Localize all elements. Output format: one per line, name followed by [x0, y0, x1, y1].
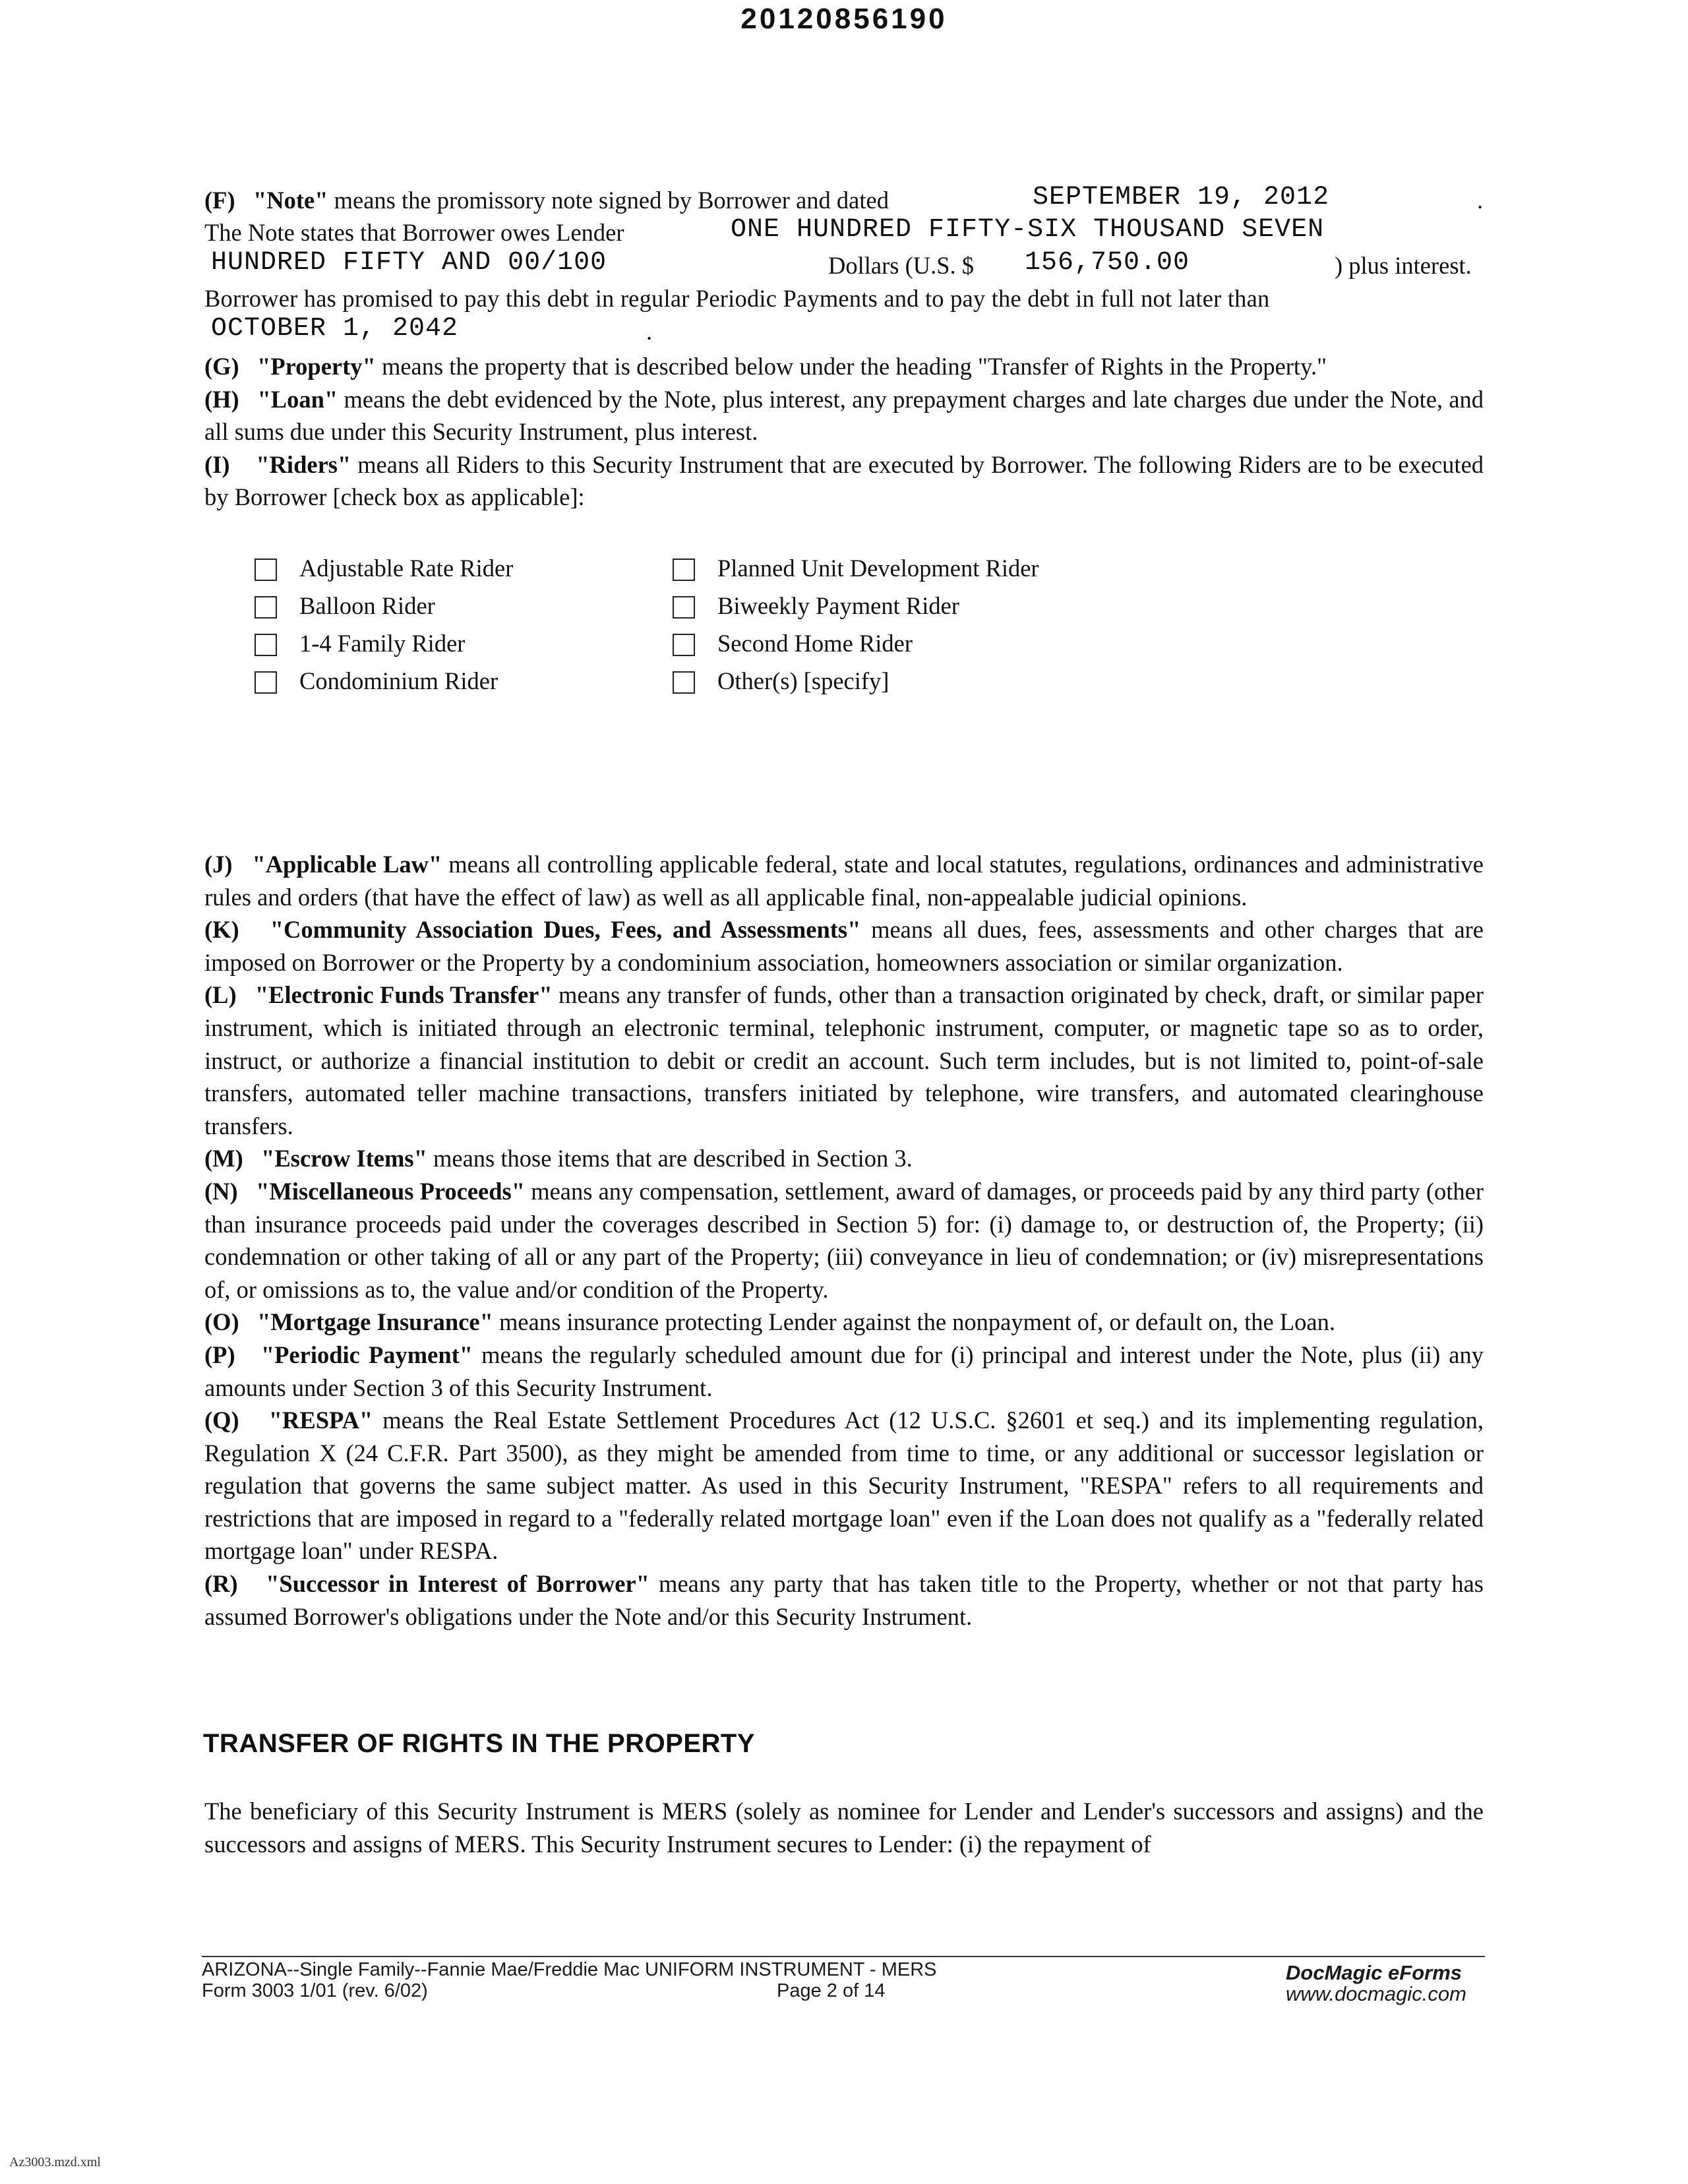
definition-f-text-2: The Note states that Borrower owes Lender [204, 219, 624, 246]
definition-k [204, 913, 1484, 979]
transfer-paragraph [204, 1795, 1484, 1860]
definition-l-term: "Electronic Funds Transfer" [255, 981, 553, 1009]
definition-n [204, 1175, 1484, 1306]
rider-label: Biweekly Payment Rider [717, 592, 959, 619]
definition-h-term: "Loan" [257, 385, 338, 413]
rider-label: Balloon Rider [299, 592, 435, 619]
definition-l-label: (L) [204, 981, 237, 1009]
rider-label: Adjustable Rate Rider [299, 555, 514, 582]
definition-q-label: (Q) [204, 1407, 239, 1434]
definition-f-term: "Note" [253, 187, 328, 214]
rider-adjustable-rate[interactable] [255, 554, 513, 588]
definition-r [204, 1567, 1484, 1633]
rider-biweekly-payment[interactable] [673, 592, 959, 626]
definition-q-term: "RESPA" [268, 1407, 373, 1434]
footer-divider [202, 1956, 1485, 1957]
definition-g-text: means the property that is described below under the heading "Transfer of Rights in the Property." [381, 353, 1327, 380]
definition-j [204, 848, 1484, 913]
definitions-g-i [204, 350, 1484, 514]
rider-checkbox[interactable] [673, 559, 695, 581]
definitions-j-r [204, 848, 1484, 1633]
definition-o [204, 1306, 1484, 1339]
definition-h [204, 383, 1484, 448]
definition-n-text: means any compensation, settlement, award of damages, or proceeds paid by any third party (other than insurance proceeds paid under the coverages described in Section 5) for: (i) damage to, or destruction of, the Property; (ii) condemnation or other taking of all or any part of the Property; (iii) conveyance in lieu of condemnation; or (iv) misrepresentations of, or omissions as to, the value and/or condition of the Property. [204, 1177, 1484, 1303]
rider-balloon[interactable] [255, 592, 435, 626]
definition-p [204, 1339, 1484, 1404]
dollars-label: Dollars (U.S. $ [828, 252, 975, 279]
definition-p-label: (P) [204, 1341, 235, 1368]
definition-l [204, 979, 1484, 1142]
footer-page-number: Page 2 of 14 [777, 1980, 886, 2001]
note-date-period: . [1477, 187, 1484, 214]
loan-amount: 156,750.00 [1025, 248, 1190, 278]
section-heading-transfer-of-rights: TRANSFER OF RIGHTS IN THE PROPERTY [203, 1729, 756, 1758]
footer-form-title: ARIZONA--Single Family--Fannie Mae/Freddie Mac UNIFORM INSTRUMENT - MERS [202, 1959, 937, 1980]
rider-label: Condominium Rider [299, 667, 498, 694]
rider-checkbox[interactable] [255, 671, 277, 694]
definition-j-label: (J) [204, 851, 233, 878]
rider-1-4-family[interactable] [255, 629, 465, 663]
amount-words-line-1: ONE HUNDRED FIFTY-SIX THOUSAND SEVEN [731, 215, 1325, 245]
definition-n-term: "Miscellaneous Proceeds" [256, 1177, 526, 1205]
definition-i-term: "Riders" [256, 450, 351, 478]
definition-n-label: (N) [204, 1177, 238, 1205]
rider-label: Planned Unit Development Rider [717, 555, 1039, 582]
definition-g-term: "Property" [257, 353, 376, 380]
transfer-text: The beneficiary of this Security Instrument is MERS (solely as nominee for Lender and Lender's successors and assigns) and the successors and assigns of MERS. This Security Instrument secures to Lender: (i) the repayment of [204, 1798, 1484, 1858]
form-id: Az3003.mzd.xml [9, 2155, 101, 2169]
definition-o-term: "Mortgage Insurance" [257, 1308, 493, 1336]
rider-checkbox[interactable] [255, 634, 277, 656]
amount-words-line-2: HUNDRED FIFTY AND 00/100 [211, 248, 607, 278]
rider-other[interactable] [673, 667, 889, 701]
definition-i-text: means all Riders to this Security Instrument that are executed by Borrower. The following Riders are to be executed by Borrower [check box as applicable]: [204, 450, 1484, 511]
rider-label: Other(s) [specify] [717, 667, 889, 694]
definition-g [204, 350, 1484, 383]
rider-checkbox[interactable] [673, 634, 695, 656]
docmagic-url: www.docmagic.com [1286, 1982, 1466, 2005]
rider-planned-unit-development[interactable] [673, 554, 1039, 588]
definition-f-text-1: means the promissory note signed by Borrower and dated [334, 187, 889, 214]
rider-second-home[interactable] [673, 629, 913, 663]
definition-r-text: means any party that has taken title to the Property, whether or not that party has assumed Borrower's obligations under the Note and/or this Security Instrument. [204, 1570, 1484, 1630]
definition-o-text: means insurance protecting Lender against the nonpayment of, or default on, the Loan. [499, 1308, 1335, 1336]
recording-number: 20120856190 [740, 3, 948, 35]
definition-i [204, 448, 1484, 514]
definition-m [204, 1142, 1484, 1175]
definition-r-term: "Successor in Interest of Borrower" [266, 1570, 649, 1598]
maturity-date: OCTOBER 1, 2042 [211, 314, 459, 344]
definition-r-label: (R) [204, 1570, 238, 1598]
rider-checkbox[interactable] [673, 671, 695, 694]
definition-p-text: means the regularly scheduled amount due for (i) principal and interest under the Note, plus (ii) any amounts under Section 3 of this Security Instrument. [204, 1341, 1484, 1401]
definition-m-label: (M) [204, 1145, 243, 1172]
definition-q-text: means the Real Estate Settlement Procedures Act (12 U.S.C. §2601 et seq.) and its implementing regulation, Regulation X (24 C.F.R. Part 3500), as they might be amended from time to time, or any additional or successor legislation or regulation that governs the same subject matter. As used in this Security Instrument, "RESPA" refers to all requirements and restrictions that are imposed in regard to a "federally related mortgage loan" even if the Loan does not qualify as a "federally related mortgage loan" under RESPA. [204, 1407, 1484, 1565]
rider-checkbox[interactable] [673, 596, 695, 619]
definition-j-term: "Applicable Law" [252, 851, 442, 878]
definition-f-label: (F) [204, 187, 235, 214]
definition-h-label: (H) [204, 385, 239, 413]
rider-checkbox[interactable] [255, 559, 277, 581]
definition-k-term: "Community Association Dues, Fees, and Assessments" [270, 916, 861, 944]
definition-q [204, 1404, 1484, 1567]
plus-interest: ) plus interest. [1335, 252, 1472, 279]
definition-g-label: (G) [204, 353, 239, 380]
rider-checkbox[interactable] [255, 596, 277, 619]
rider-condominium[interactable] [255, 667, 498, 701]
definition-m-text: means those items that are described in Section 3. [433, 1145, 913, 1172]
definition-h-text: means the debt evidenced by the Note, plus interest, any prepayment charges and late charges due under the Note, and all sums due under this Security Instrument, plus interest. [204, 385, 1484, 446]
definition-f-text-3: Borrower has promised to pay this debt in regular Periodic Payments and to pay the debt in full not later than [204, 285, 1270, 312]
definition-l-text: means any transfer of funds, other than a transaction originated by check, draft, or similar paper instrument, which is initiated through an electronic terminal, telephonic instrument, computer, or magnetic tape so as to order, instruct, or authorize a financial institution to debit or credit an account. Such term includes, but is not limited to, point-of-sale transfers, automated teller machine transactions, transfers initiated by telephone, wire transfers, and automated clearinghouse transfers. [204, 981, 1484, 1139]
definition-m-term: "Escrow Items" [261, 1145, 427, 1172]
maturity-date-period: . [646, 318, 653, 345]
note-date: SEPTEMBER 19, 2012 [1033, 183, 1330, 212]
footer-form-number: Form 3003 1/01 (rev. 6/02) [202, 1980, 428, 2001]
riders-checklist [255, 554, 1178, 706]
definition-i-label: (I) [204, 450, 230, 478]
docmagic-logo: DocMagic eForms [1286, 1961, 1462, 1984]
definition-p-term: "Periodic Payment" [260, 1341, 473, 1368]
definition-k-text: means all dues, fees, assessments and other charges that are imposed on Borrower or the Property by a condominium association, homeowners association or similar organization. [204, 916, 1484, 976]
rider-label: 1-4 Family Rider [299, 630, 466, 657]
definition-o-label: (O) [204, 1308, 239, 1336]
rider-label: Second Home Rider [717, 630, 913, 657]
definition-j-text: means all controlling applicable federal, state and local statutes, regulations, ordinances and administrative rules and orders (that have the effect of law) as well as all applicable final, non-appealable judicial opinions. [204, 851, 1484, 911]
definition-k-label: (K) [204, 916, 239, 944]
definition-f-line-4 [204, 284, 1484, 313]
